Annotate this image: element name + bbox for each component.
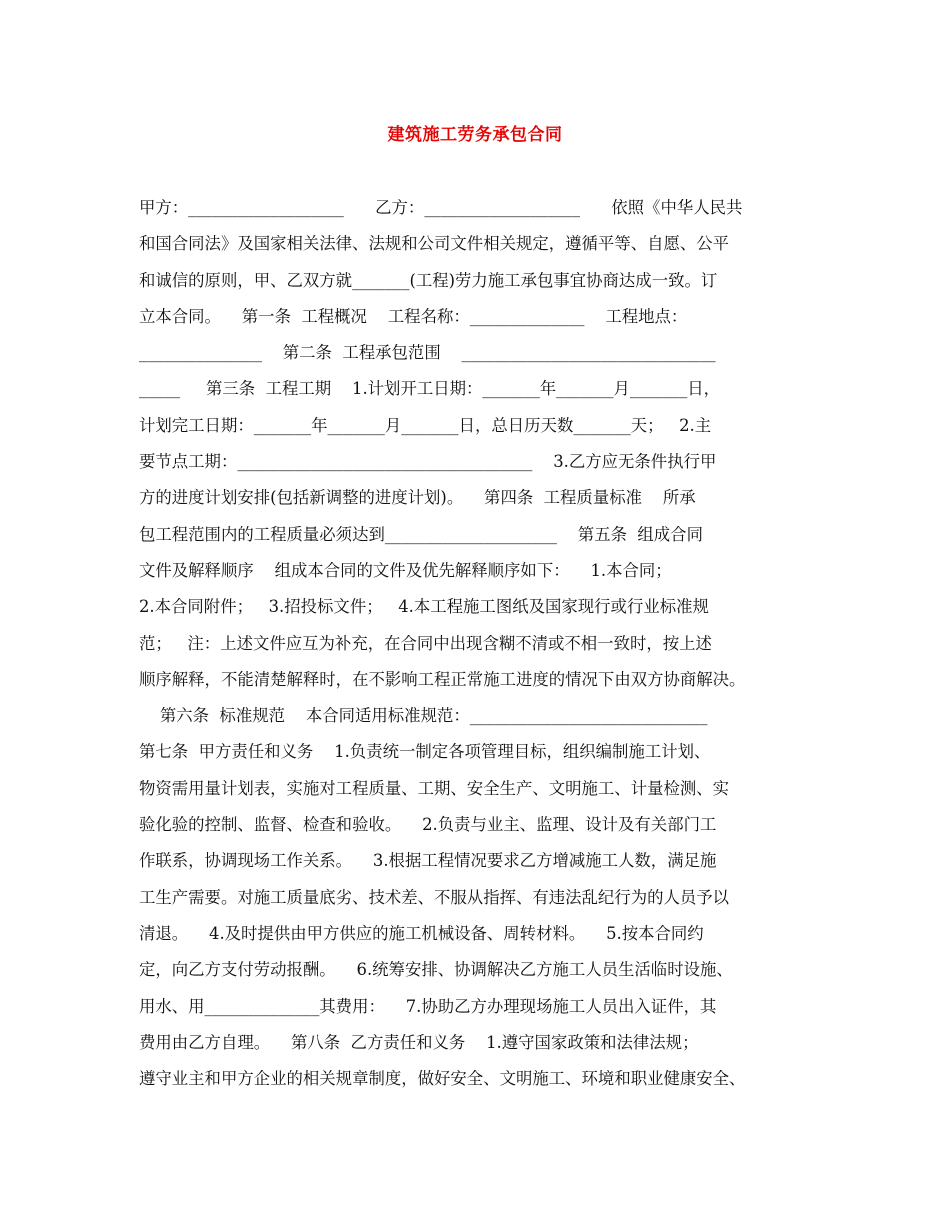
body-line: 方的进度计划安排(包括新调整的进度计划)。 第四条 工程质量标准 所承 — [139, 488, 696, 508]
body-line: 第六条 标准规范 本合同适用标准规范：_____________________________ — [139, 706, 708, 726]
body-line: 范； 注：上述文件应互为补充，在合同中出现含糊不清或不相一致时，按上述 — [139, 633, 712, 653]
body-line: 费用由乙方自理。 第八条 乙方责任和义务 1.遵守国家政策和法律法规； — [139, 1032, 699, 1052]
body-line: 遵守业主和甲方企业的相关规章制度，做好安全、文明施工、环境和职业健康安全、 — [139, 1069, 746, 1089]
body-line: _____ 第三条 工程工期 1.计划开工日期：_______年_______月_______日， — [139, 379, 721, 399]
body-line: 验化验的控制、监督、检查和验收。 2.负责与业主、监理、设计及有关部门工 — [139, 815, 717, 835]
body-line: 工生产需要。对施工质量底劣、技术差、不服从指挥、有违法乱纪行为的人员予以 — [139, 887, 730, 907]
body-line: 2.本合同附件； 3.招投标文件； 4.本工程施工图纸及国家现行或行业标准规 — [139, 597, 709, 617]
body-line: 顺序解释，不能清楚解释时，在不影响工程正常施工进度的情况下由双方协商解决。 — [139, 669, 746, 689]
body-line: 立本合同。 第一条 工程概况 工程名称：______________ 工程地点： — [139, 306, 688, 326]
body-line: 定，向乙方支付劳动报酬。 6.统筹安排、协调解决乙方施工人员生活临时设施、 — [139, 960, 733, 980]
body-line: 物资需用量计划表，实施对工程质量、工期、安全生产、文明施工、计量检测、实 — [139, 778, 730, 798]
document-title: 建筑施工劳务承包合同 — [387, 125, 563, 145]
body-line: 作联系，协调现场工作关系。 3.根据工程情况要求乙方增减施工人数，满足施 — [139, 851, 717, 871]
body-line: 甲方：___________________ 乙方：___________________ 依照《中华人民共 — [139, 198, 743, 217]
body-line: 包工程范围内的工程质量必须达到_____________________ 第五条 组成合同 — [139, 524, 703, 544]
body-line: 用水、用______________其费用： 7.协助乙方办理现场施工人员出入证件，其 — [139, 996, 717, 1016]
body-line: 清退。 4.及时提供由甲方供应的施工机械设备、周转材料。 5.按本合同约 — [139, 923, 704, 943]
body-line: 和国合同法》及国家相关法律、法规和公司文件相关规定，遵循平等、自愿、公平 — [139, 234, 730, 254]
body-line: 和诚信的原则，甲、乙双方就_______(工程)劳力施工承包事宜协商达成一致。订 — [139, 270, 718, 290]
body-line: 文件及解释顺序 组成本合同的文件及优先解释顺序如下： 1.本合同； — [139, 560, 672, 580]
body-line: 计划完工日期：_______年_______月_______日，总日历天数_______天； 2.主 — [139, 415, 712, 435]
contract-body — [139, 190, 829, 1097]
body-line: 要节点工期：____________________________________ 3.乙方应无条件执行甲 — [139, 452, 717, 472]
body-line: 第七条 甲方责任和义务 1.负责统一制定各项管理目标，组织编制施工计划、 — [139, 742, 711, 762]
body-line: _______________ 第二条 工程承包范围 _______________________________ — [139, 343, 716, 363]
